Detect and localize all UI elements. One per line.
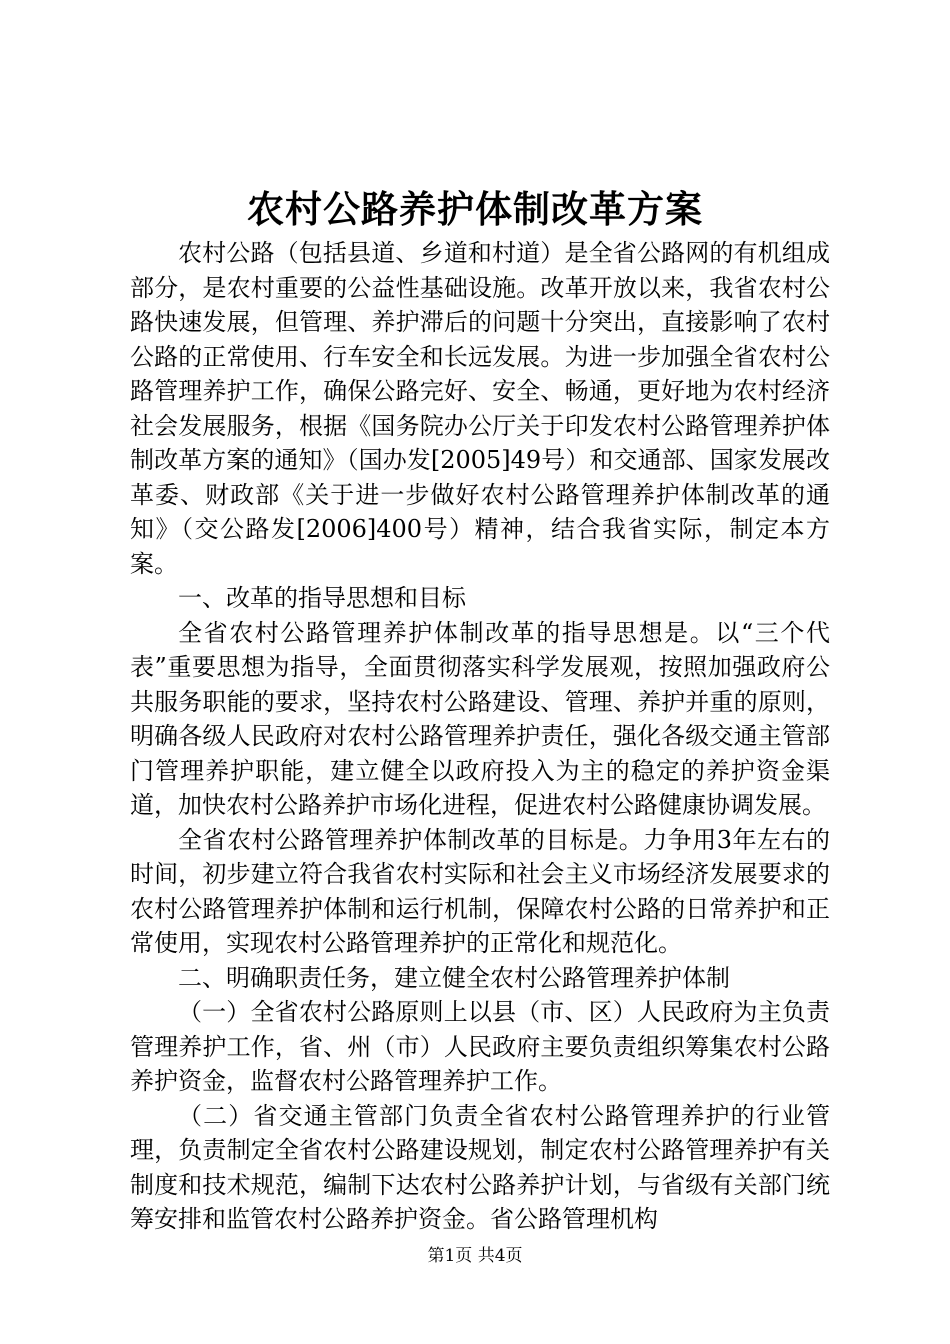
paragraph-item-1: （一）全省农村公路原则上以县（市、区）人民政府为主负责管理养护工作，省、州（市）人民政府主要负责组织筹集农村公路养护资金，监督农村公路管理养护工作。 xyxy=(130,998,830,1095)
paragraph-intro: 农村公路（包括县道、乡道和村道）是全省公路网的有机组成部分，是农村重要的公益性基础设施。改革开放以来，我省农村公路快速发展，但管理、养护滞后的问题十分突出，直接影响了农村公路的正常使用、行车安全和长远发展。为进一步加强全省农村公路管理养护工作，确保公路完好、安全、畅通，更好地为农村经济社会发展服务，根据《国务院办公厅关于印发农村公路管理养护体制改革方案的通知》（国办发[2005]49号）和交通部、国家发展改革委、财政部《关于进一步做好农村公路管理养护体制改革的通知》（交公路发[2006]400号）精神，结合我省实际，制定本方案。 xyxy=(130,239,830,578)
section-heading-1: 一、改革的指导思想和目标 xyxy=(178,584,466,612)
document-title: 农村公路养护体制改革方案 xyxy=(247,187,703,231)
paragraph-goal: 全省农村公路管理养护体制改革的目标是。力争用3年左右的时间，初步建立符合我省农村实际和社会主义市场经济发展要求的农村公路管理养护体制和运行机制，保障农村公路的日常养护和正常使用，实现农村公路管理养护的正常化和规范化。 xyxy=(130,825,830,957)
paragraph-guiding-thought: 全省农村公路管理养护体制改革的指导思想是。以“三个代表”重要思想为指导，全面贯彻落实科学发展观，按照加强政府公共服务职能的要求，坚持农村公路建设、管理、养护并重的原则，明确各级人民政府对农村公路管理养护责任，强化各级交通主管部门管理养护职能，建立健全以政府投入为主的稳定的养护资金渠道，加快农村公路养护市场化进程，促进农村公路健康协调发展。 xyxy=(130,618,830,819)
section-heading-2: 二、明确职责任务，建立健全农村公路管理养护体制 xyxy=(178,963,730,992)
paragraph-item-2: （二）省交通主管部门负责全省农村公路管理养护的行业管理，负责制定全省农村公路建设规划，制定农村公路管理养护有关制度和技术规范，编制下达农村公路养护计划，与省级有关部门统筹安排和监管农村公路养护资金。省公路管理机构 xyxy=(130,1101,830,1233)
page-footer: 第1页 共4页 xyxy=(427,1246,523,1266)
document-body xyxy=(130,236,830,1237)
